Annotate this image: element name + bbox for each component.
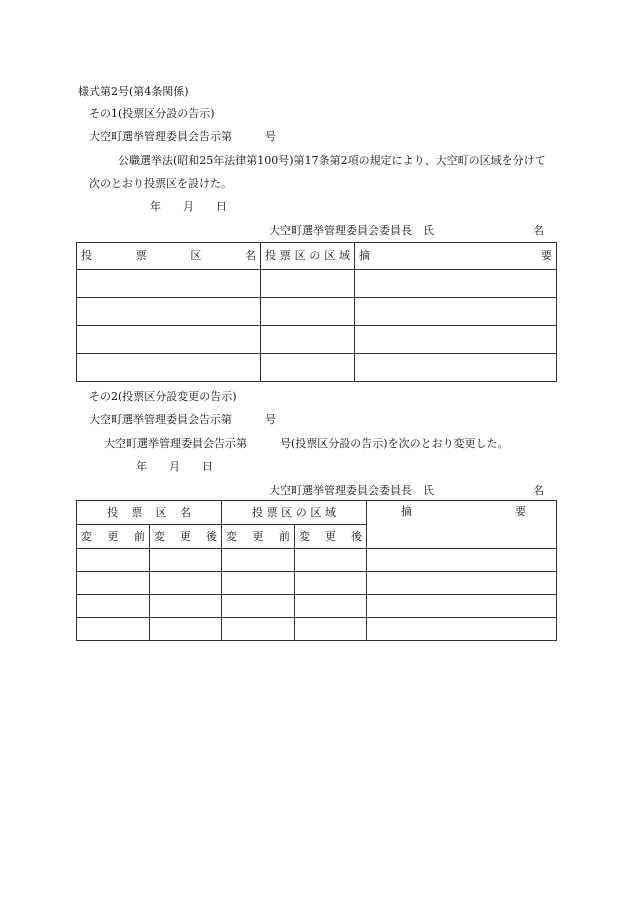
- table-row: [77, 618, 557, 641]
- char: 票: [135, 249, 147, 262]
- table-cell[interactable]: [77, 549, 150, 572]
- char: 票: [131, 505, 143, 519]
- table-row: [77, 298, 557, 326]
- table-row: [77, 270, 557, 298]
- char: 変: [226, 529, 237, 543]
- header-text: [265, 249, 350, 263]
- char: 要: [515, 505, 526, 518]
- part1-header-district-name: [77, 243, 261, 270]
- table-cell[interactable]: [261, 326, 355, 354]
- part1-table: [76, 242, 557, 382]
- table-cell[interactable]: [295, 595, 367, 618]
- table-cell[interactable]: [261, 270, 355, 298]
- table-cell[interactable]: [77, 572, 150, 595]
- table-cell[interactable]: [77, 618, 150, 641]
- table-cell[interactable]: [150, 618, 222, 641]
- char: 後: [351, 529, 362, 543]
- table-cell[interactable]: [77, 595, 150, 618]
- part2-subheader-name-before: [77, 525, 150, 549]
- part1-heading: その1(投票区分設の告示): [89, 107, 215, 120]
- char: 区: [281, 505, 293, 519]
- table-cell[interactable]: [295, 618, 367, 641]
- table-cell[interactable]: [355, 270, 557, 298]
- part2-subheader-area-after: [295, 525, 367, 549]
- table-cell[interactable]: [367, 595, 557, 618]
- char: 域: [338, 249, 350, 262]
- header-text: [81, 530, 145, 544]
- table-cell[interactable]: [355, 354, 557, 382]
- table-cell[interactable]: [295, 572, 367, 595]
- char: 区: [155, 505, 167, 519]
- char: の: [295, 505, 307, 519]
- part2-header-district-name: [77, 501, 222, 525]
- part2-table: [76, 500, 557, 641]
- part1-date: 年 月 日: [150, 200, 227, 213]
- part2-header-remarks: [367, 501, 557, 549]
- table-cell[interactable]: [222, 549, 295, 572]
- char: 変: [299, 529, 310, 543]
- table-cell[interactable]: [77, 354, 261, 382]
- part2-signer-name-label: 名: [533, 484, 544, 497]
- table-cell[interactable]: [261, 354, 355, 382]
- part2-table-header-row: [77, 501, 557, 525]
- char: 後: [206, 529, 217, 543]
- header-text: [107, 506, 191, 520]
- char: 区: [310, 505, 322, 519]
- header-text: [401, 505, 526, 519]
- part1-body-line2: 次のとおり投票区を設けた。: [89, 177, 232, 190]
- table-cell[interactable]: [355, 326, 557, 354]
- char: の: [309, 249, 321, 262]
- header-text: [81, 249, 256, 263]
- part1-body-line1: 公職選挙法(昭和25年法律第100号)第17条第2項の規定により、大空町の区域を分けて: [118, 154, 546, 167]
- part2-date: 年 月 日: [136, 460, 213, 473]
- table-cell[interactable]: [77, 270, 261, 298]
- part2-notice-number: 大空町選挙管理委員会告示第 号: [89, 413, 276, 426]
- table-cell[interactable]: [150, 595, 222, 618]
- table-cell[interactable]: [367, 549, 557, 572]
- table-cell[interactable]: [150, 549, 222, 572]
- char: 区: [324, 249, 336, 262]
- char: 更: [325, 529, 336, 543]
- char: 変: [81, 529, 92, 543]
- header-text: [299, 530, 362, 544]
- part2-subheader-area-before: [222, 525, 295, 549]
- part1-header-remarks: [355, 243, 557, 270]
- char: 名: [244, 249, 256, 262]
- part1-signer: 大空町選挙管理委員会委員長 氏: [269, 224, 434, 237]
- table-cell[interactable]: [355, 298, 557, 326]
- part2-heading: その2(投票区分設変更の告示): [89, 390, 237, 403]
- part2-body-line1: 大空町選挙管理委員会告示第 号(投票区分設の告示)を次のとおり変更した。: [104, 437, 509, 450]
- char: 名: [179, 505, 191, 519]
- table-cell[interactable]: [77, 326, 261, 354]
- header-text: [154, 530, 217, 544]
- table-cell[interactable]: [150, 572, 222, 595]
- char: 投: [252, 505, 263, 519]
- char: 摘: [359, 249, 370, 262]
- table-row: [77, 326, 557, 354]
- char: 更: [107, 529, 119, 543]
- table-cell[interactable]: [77, 298, 261, 326]
- part1-notice-number: 大空町選挙管理委員会告示第 号: [89, 130, 276, 143]
- table-cell[interactable]: [222, 618, 295, 641]
- table-cell[interactable]: [367, 618, 557, 641]
- part1-table-header-row: [77, 243, 557, 270]
- char: 更: [180, 529, 191, 543]
- char: 投: [265, 249, 276, 262]
- char: 要: [541, 249, 552, 262]
- char: 域: [324, 505, 336, 519]
- header-text: [252, 506, 336, 520]
- table-cell[interactable]: [222, 572, 295, 595]
- form-number: 様式第2号(第4条関係): [78, 85, 189, 98]
- table-cell[interactable]: [261, 298, 355, 326]
- table-row: [77, 595, 557, 618]
- table-cell[interactable]: [295, 549, 367, 572]
- part2-signer: 大空町選挙管理委員会委員長 氏: [269, 484, 434, 497]
- table-row: [77, 572, 557, 595]
- header-text: [226, 530, 290, 544]
- char: 前: [279, 529, 290, 543]
- char: 更: [252, 529, 264, 543]
- char: 区: [190, 249, 202, 262]
- char: 前: [134, 529, 145, 543]
- char: 票: [279, 249, 291, 262]
- char: 投: [81, 249, 92, 262]
- char: 変: [154, 529, 165, 543]
- header-text: [359, 249, 552, 263]
- char: 摘: [401, 505, 412, 518]
- table-row: [77, 549, 557, 572]
- char: 区: [294, 249, 306, 262]
- part1-signer-name-label: 名: [533, 224, 544, 237]
- part1-header-district-area: [261, 243, 355, 270]
- part2-subheader-name-after: [150, 525, 222, 549]
- table-cell[interactable]: [367, 572, 557, 595]
- char: 投: [107, 505, 118, 519]
- table-row: [77, 354, 557, 382]
- table-cell[interactable]: [222, 595, 295, 618]
- part2-header-district-area: [222, 501, 367, 525]
- char: 票: [266, 505, 278, 519]
